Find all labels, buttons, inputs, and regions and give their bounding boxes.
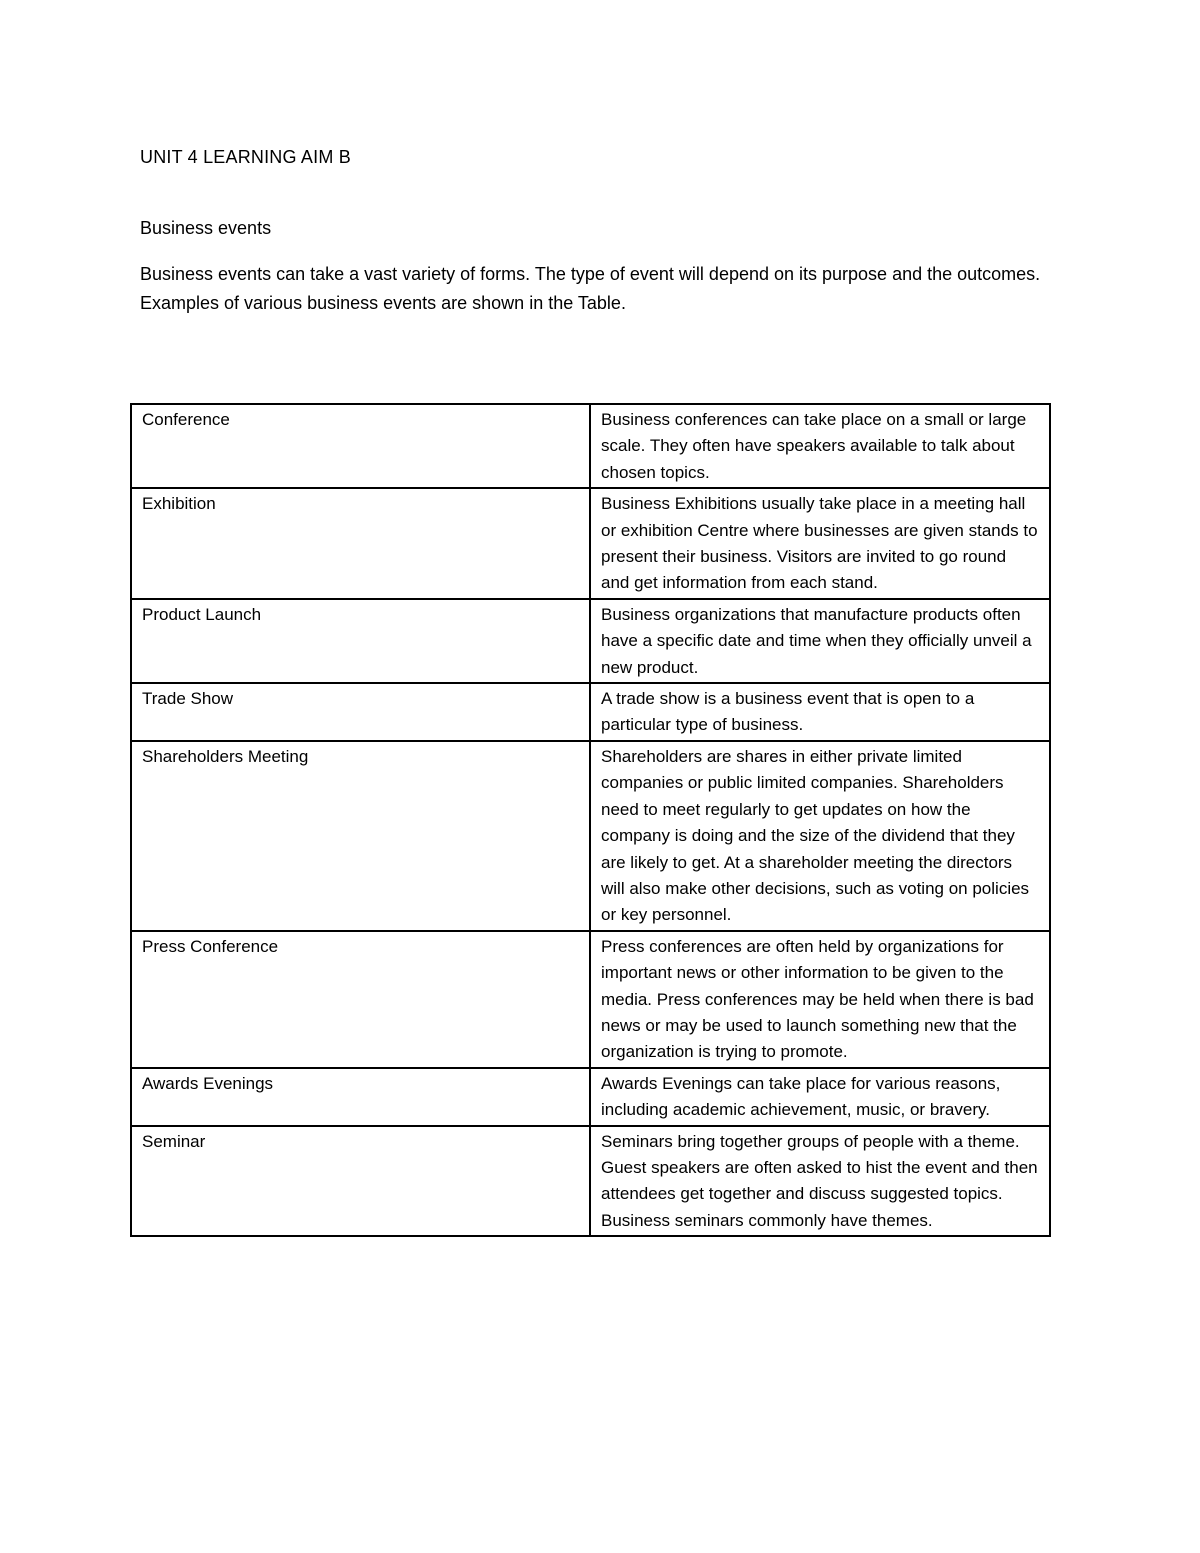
table-row	[131, 404, 1050, 488]
event-type-cell: Awards Evenings	[131, 1068, 590, 1126]
event-description-cell: Business Exhibitions usually take place in a meeting hall or exhibition Centre where businesses are given stands to present their business. Visitors are invited to go round and get information from each stand.	[590, 488, 1050, 599]
intro-paragraph: Business events can take a vast variety of forms. The type of event will depend on its purpose and the outcomes. Examples of various business events are shown in the Table.	[140, 264, 1041, 313]
event-description-cell: Awards Evenings can take place for various reasons, including academic achievement, music, or bravery.	[590, 1068, 1050, 1126]
event-type-cell: Exhibition	[131, 488, 590, 599]
table-row	[131, 1126, 1050, 1237]
event-type-cell: Shareholders Meeting	[131, 741, 590, 931]
table-row	[131, 1068, 1050, 1126]
event-description-cell: Seminars bring together groups of people with a theme. Guest speakers are often asked to hist the event and then attendees get together and discuss suggested topics. Business seminars commonly have themes.	[590, 1126, 1050, 1237]
event-description-cell: Business conferences can take place on a small or large scale. They often have speakers available to talk about chosen topics.	[590, 404, 1050, 488]
table-row	[131, 599, 1050, 683]
event-type-cell: Product Launch	[131, 599, 590, 683]
event-description-cell: A trade show is a business event that is open to a particular type of business.	[590, 683, 1050, 741]
event-type-cell: Press Conference	[131, 931, 590, 1068]
table-row	[131, 488, 1050, 599]
table-row	[131, 931, 1050, 1068]
event-type-cell: Trade Show	[131, 683, 590, 741]
table-row	[131, 683, 1050, 741]
section-title: Business events	[140, 218, 272, 238]
document-heading: UNIT 4 LEARNING AIM B	[140, 147, 351, 167]
event-type-cell: Conference	[131, 404, 590, 488]
table-row	[131, 741, 1050, 931]
event-type-cell: Seminar	[131, 1126, 590, 1237]
business-events-table	[130, 403, 1051, 1237]
event-description-cell: Business organizations that manufacture products often have a specific date and time when they officially unveil a new product.	[590, 599, 1050, 683]
event-description-cell: Shareholders are shares in either private limited companies or public limited companies. Shareholders need to meet regularly to get updates on how the company is doing and the size of the dividend that they are likely to get. At a shareholder meeting the directors will also make other decisions, such as voting on policies or key personnel.	[590, 741, 1050, 931]
event-description-cell: Press conferences are often held by organizations for important news or other information to be given to the media. Press conferences may be held when there is bad news or may be used to launch something new that the organization is trying to promote.	[590, 931, 1050, 1068]
